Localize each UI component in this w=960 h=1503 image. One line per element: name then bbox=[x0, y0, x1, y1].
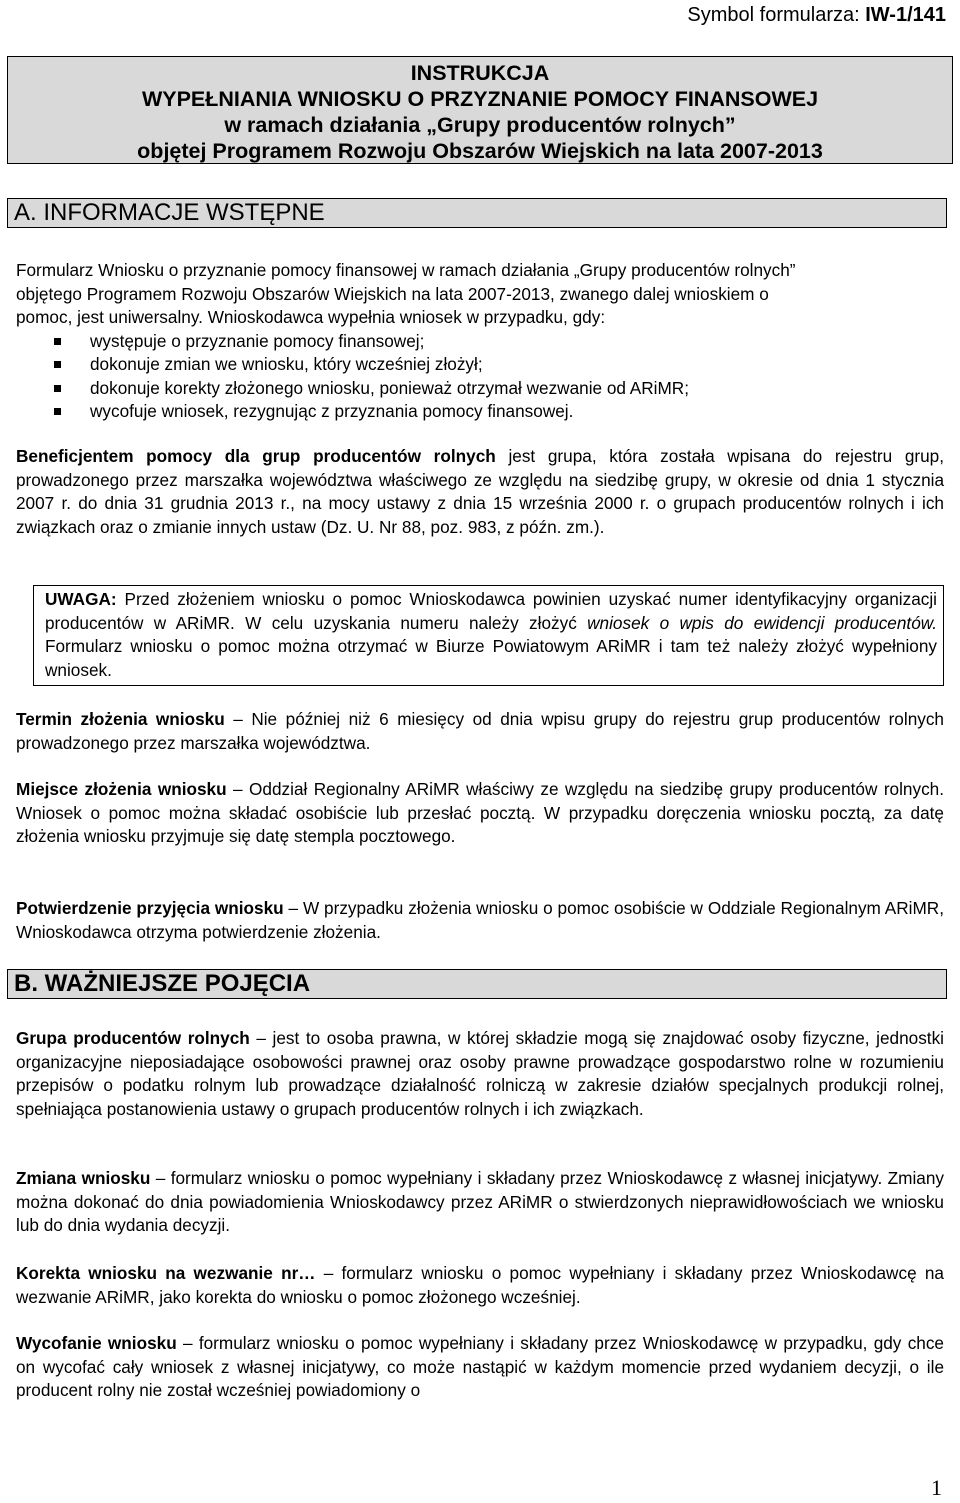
title-line-1: INSTRUKCJA bbox=[410, 61, 550, 85]
place-term: Miejsce złożenia wniosku bbox=[16, 779, 227, 799]
bullet-square-icon bbox=[54, 385, 61, 392]
withdrawal-definition: Wycofanie wniosku – formularz wniosku o pomoc wypełniany i składany przez Wnioskodawcę w przypadku, gdy chce on wycofać cały wniosek z własnej inicjatywy, co może nastąpić w każdym momencie przed wydaniem decyzji, o ile producent rolny nie został wcześniej powiadomiony o bbox=[16, 1333, 944, 1400]
registration-application-mention: wniosek o wpis do ewidencji producentów. bbox=[587, 612, 937, 633]
title-line-2: WYPEŁNIANIA WNIOSKU O PRZYZNANIE POMOCY FINANSOWEJ bbox=[141, 87, 819, 111]
intro-line-1: Formularz Wniosku o przyznanie pomocy finansowej w ramach działania „Grupy producentów rolnych” bbox=[16, 260, 796, 280]
bullet-square-icon bbox=[54, 361, 61, 368]
group-term: Grupa producentów rolnych bbox=[16, 1028, 250, 1048]
form-symbol-label: Symbol formularza: bbox=[687, 4, 866, 26]
confirmation-term: Potwierdzenie przyjęcia wniosku bbox=[16, 898, 284, 918]
page-number: 1 bbox=[931, 1475, 942, 1500]
group-definition: Grupa producentów rolnych – jest to osoba prawna, w której składzie mogą się znajdować osoby fizyczne, jednostki organizacyjne nieposiadające osobowości prawnej oraz osoby prawne prowadzące gospodarstwo rolne w rozumieniu przepisów o podatku rolnym lub prowadzące działalność rolniczą w zakresie działów specjalnych produkcji rolnej, spełniająca postanowienia ustawy o grupach producentów rolnych i ich związkach. bbox=[16, 1028, 944, 1119]
notice-box: UWAGA: Przed złożeniem wniosku o pomoc Wnioskodawca powinien uzyskać numer identyfikacyjny organizacji producentów w ARiMR. W celu uzyskania numeru należy złożyć wniosek o wpis do ewidencji producentów. Formularz wniosku o pomoc można otrzymać w Biurze Powiatowym ARiMR i tam też należy złożyć wypełniony wniosek. bbox=[33, 585, 944, 686]
change-definition: Zmiana wniosku – formularz wniosku o pomoc wypełniany i składany przez Wnioskodawcę z własnej inicjatywy. Zmiany można dokonać do dnia powiadomienia Wnioskodawcy przez ARiMR o stwierdzonych nieprawidłowościach we wniosku lub do dnia wydania decyzji. bbox=[16, 1168, 944, 1235]
intro-line-3: pomoc, jest uniwersalny. Wnioskodawca wypełnia wniosek w przypadku, gdy: bbox=[16, 307, 606, 327]
beneficiary-term: Beneficjentem pomocy dla grup producentów rolnych bbox=[16, 446, 496, 466]
deadline-paragraph: Termin złożenia wniosku – Nie później niż 6 miesięcy od dnia wpisu grupy do rejestru grup producentów rolnych prowadzonego przez marszałka województwa. bbox=[16, 709, 944, 753]
title-line-4: objętej Programem Rozwoju Obszarów Wiejskich na lata 2007-2013 bbox=[137, 139, 823, 163]
notice-label: UWAGA: bbox=[45, 589, 117, 609]
change-term: Zmiana wniosku bbox=[16, 1168, 151, 1188]
deadline-term: Termin złożenia wniosku bbox=[16, 709, 225, 729]
place-paragraph: Miejsce złożenia wniosku – Oddział Regionalny ARiMR właściwy ze względu na siedzibę grupy producentów rolnych. Wniosek o pomoc można składać osobiście lub przesłać pocztą. W przypadku doręczenia wniosku pocztą, za datę złożenia wniosku przyjmuje się datę stempla pocztowego. bbox=[16, 779, 944, 846]
document-title-box bbox=[7, 56, 953, 164]
intro-line-2: objętego Programem Rozwoju Obszarów Wiejskich na lata 2007-2013, zwanego dalej wnioskiem o bbox=[16, 283, 769, 304]
form-symbol bbox=[687, 4, 946, 27]
bullet-square-icon bbox=[54, 408, 61, 415]
beneficiary-paragraph: Beneficjentem pomocy dla grup producentów rolnych jest grupa, która została wpisana do rejestru grup, prowadzonego przez marszałka województwa właściwego ze względu na siedzibę grupy, w okresie od dnia 1 stycznia 2007 r. do dnia 31 grudnia 2013 r., na mocy ustawy z dnia 15 września 2000 r. o grupach producentów rolnych i ich związkach oraz o zmianie innych ustaw (Dz. U. Nr 88, poz. 983, z późn. zm.). bbox=[16, 446, 945, 537]
confirmation-paragraph: Potwierdzenie przyjęcia wniosku – W przypadku złożenia wniosku o pomoc osobiście w Oddziale Regionalnym ARiMR, Wnioskodawca otrzyma potwierdzenie złożenia. bbox=[16, 898, 944, 942]
form-symbol-value: IW-1/141 bbox=[865, 4, 946, 26]
section-a-heading: A. INFORMACJE WSTĘPNE bbox=[7, 198, 947, 228]
case-list bbox=[16, 330, 944, 424]
withdrawal-term: Wycofanie wniosku bbox=[16, 1333, 177, 1353]
list-item: dokonuje korekty złożonego wniosku, ponieważ otrzymał wezwanie od ARiMR; bbox=[16, 377, 944, 401]
correction-definition: Korekta wniosku na wezwanie nr… – formularz wniosku o pomoc wypełniany i składany przez Wnioskodawcę na wezwanie ARiMR, jako korekta do wniosku o pomoc złożonego wcześniej. bbox=[16, 1263, 944, 1307]
list-item: występuje o przyznanie pomocy finansowej; bbox=[16, 330, 944, 354]
section-a-intro bbox=[16, 259, 944, 424]
title-line-3: w ramach działania „Grupy producentów rolnych” bbox=[224, 113, 736, 137]
bullet-square-icon bbox=[54, 338, 61, 345]
section-b-heading: B. WAŻNIEJSZE POJĘCIA bbox=[7, 969, 947, 999]
correction-term: Korekta wniosku na wezwanie nr… bbox=[16, 1263, 316, 1283]
list-item: dokonuje zmian we wniosku, który wcześniej złożył; bbox=[16, 353, 944, 377]
list-item: wycofuje wniosek, rezygnując z przyznania pomocy finansowej. bbox=[16, 400, 944, 424]
